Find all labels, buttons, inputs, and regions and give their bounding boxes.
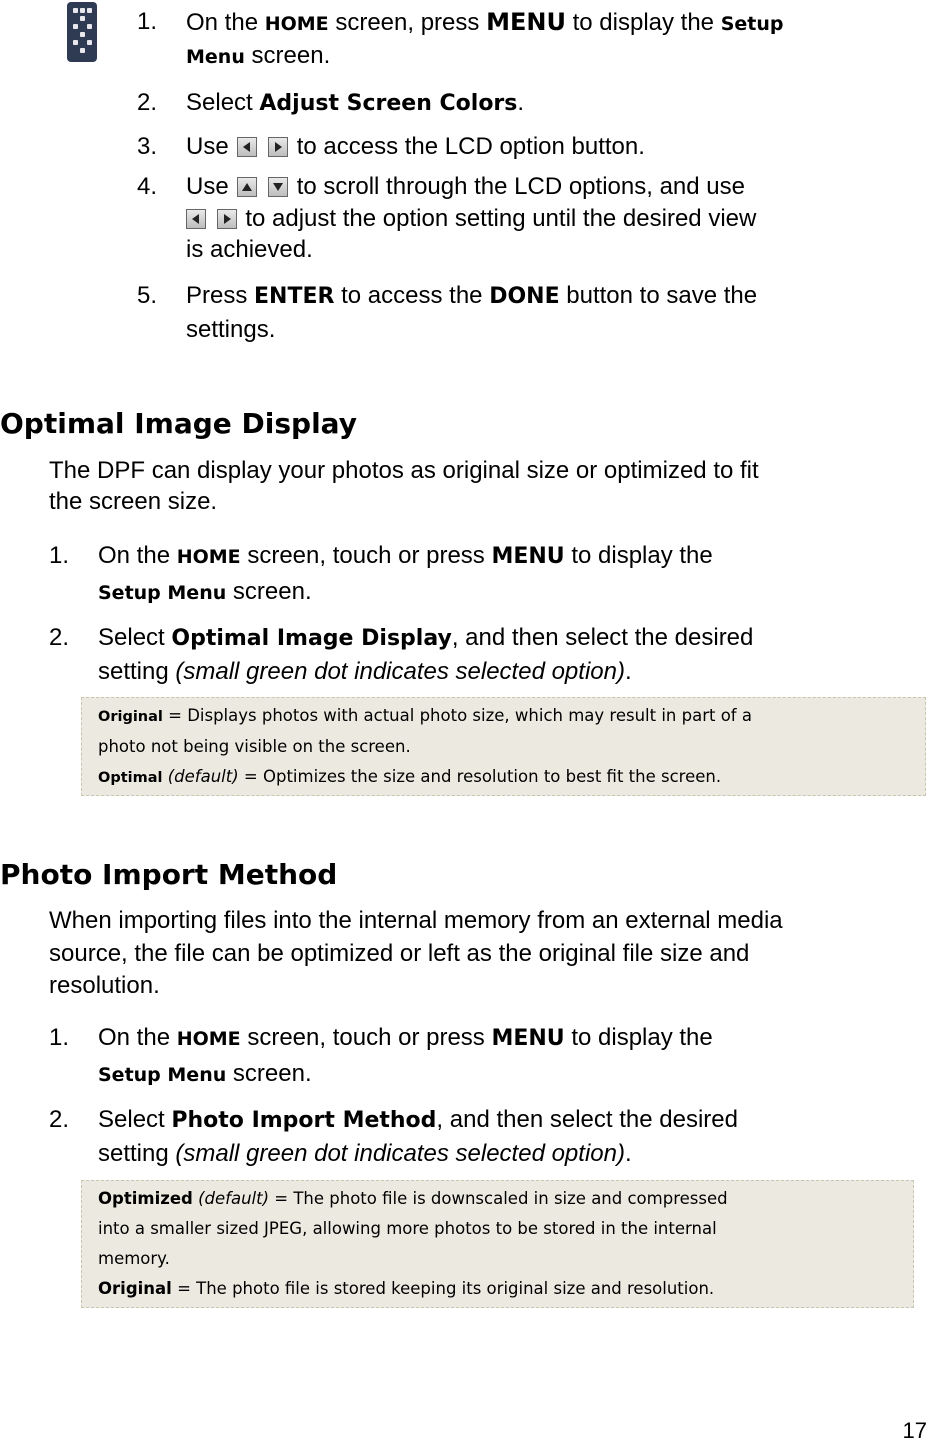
intro-text: When importing files into the internal memory from an external media — [49, 907, 783, 934]
step-text-cont: is achieved. — [186, 236, 313, 263]
step-text: Select Photo Import Method, and then select the desired — [98, 1106, 738, 1133]
step-number: 2. — [49, 624, 70, 651]
section-heading-optimal: Optimal Image Display — [0, 407, 357, 440]
step-number: 1. — [49, 542, 70, 569]
step-text: Select Adjust Screen Colors. — [186, 89, 525, 116]
step-text: On the HOME screen, touch or press MENU to display the — [98, 542, 713, 569]
section-heading-import: Photo Import Method — [0, 858, 338, 891]
left-arrow-icon — [237, 137, 257, 157]
step-text-cont: Menu screen. — [186, 42, 331, 69]
step-text: On the HOME screen, press MENU to display the Setup — [186, 8, 784, 36]
right-arrow-icon — [217, 209, 237, 229]
up-arrow-icon — [237, 177, 257, 197]
step-number: 4. — [137, 173, 158, 200]
left-arrow-icon — [186, 209, 206, 229]
step-number: 2. — [49, 1106, 70, 1133]
note-box-optimal: Original = Displays photos with actual photo size, which may result in part of a photo not being visible on the screen. Optimal (default) = Optimizes the size and resolution to best fit the screen. — [81, 697, 926, 796]
intro-text: source, the file can be optimized or left as the original file size and — [49, 940, 750, 967]
page-number: 17 — [902, 1418, 927, 1443]
intro-text: the screen size. — [49, 488, 218, 515]
step-number: 5. — [137, 282, 158, 309]
step-number: 1. — [49, 1024, 70, 1051]
down-arrow-icon — [268, 177, 288, 197]
step-text: On the HOME screen, touch or press MENU to display the — [98, 1024, 713, 1051]
step-text: Use to scroll through the LCD options, and use — [186, 173, 745, 200]
intro-text: The DPF can display your photos as original size or optimized to fit — [49, 457, 759, 484]
right-arrow-icon — [268, 137, 288, 157]
intro-text: resolution. — [49, 972, 160, 999]
step-text-cont: setting (small green dot indicates selected option). — [98, 658, 632, 685]
step-text-cont: setting (small green dot indicates selected option). — [98, 1140, 632, 1167]
step-number: 2. — [137, 89, 158, 116]
note-box-import: Optimized (default) = The photo file is downscaled in size and compressed into a smaller sized JPEG, allowing more photos to be stored in the internal memory. Original = The photo file is stored keeping its original size and resolution. — [81, 1180, 914, 1308]
remote-icon — [67, 2, 97, 62]
step-number: 3. — [137, 133, 158, 160]
step-text: Select Optimal Image Display, and then select the desired — [98, 624, 754, 651]
step-text-cont: Setup Menu screen. — [98, 1060, 312, 1087]
step-text-cont: settings. — [186, 316, 276, 343]
step-number: 1. — [137, 8, 158, 35]
step-text: Press ENTER to access the DONE button to save the — [186, 282, 758, 309]
step-text-cont: to adjust the option setting until the desired view — [186, 203, 756, 235]
step-text-cont: Setup Menu screen. — [98, 578, 312, 605]
step-text: Use to access the LCD option button. — [186, 133, 645, 160]
